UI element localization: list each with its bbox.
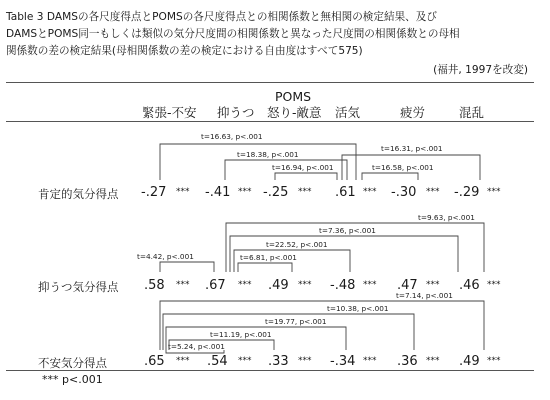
test-r2-depression-confusion: t=9.63, p<.001	[418, 213, 475, 222]
value-r3-depression: .54	[207, 354, 228, 369]
test-r2-tension-depression: t=4.42, p<.001	[137, 252, 194, 261]
value-r2-vigor: -.48	[330, 278, 356, 293]
value-r2-depression: .67	[205, 278, 226, 293]
test-r1-vigor-confusion: t=16.31, p<.001	[381, 144, 443, 153]
column-header-fatigue: 疲労	[400, 105, 426, 120]
column-header-anger-hostility: 怒り-敵意	[267, 105, 322, 120]
sig-r2-vigor: ***	[363, 280, 377, 290]
table-caption-line-3: 関係数の差の検定結果(母相関係数の差の検定における自由度はすべて575)	[6, 45, 363, 57]
sig-r3-anger: ***	[298, 356, 312, 366]
bracket-r1-anger-vigor	[275, 173, 337, 180]
sig-r1-confusion: ***	[487, 187, 501, 197]
sig-r2-fatigue: ***	[426, 280, 440, 290]
bottom-rule	[6, 370, 534, 371]
column-header-vigor: 活気	[335, 105, 361, 120]
test-r1-anger-vigor: t=16.94, p<.001	[272, 163, 334, 172]
test-r1-vigor-fatigue: t=16.58, p<.001	[372, 163, 434, 172]
sig-r3-confusion: ***	[487, 356, 501, 366]
sig-r1-tension: ***	[176, 187, 190, 197]
column-header-tension-anxiety: 緊張-不安	[142, 105, 197, 120]
test-r3-tension-fatigue: t=10.38, p<.001	[327, 304, 389, 313]
test-r3-tension-anger: t=11.19, p<.001	[210, 330, 272, 339]
value-r2-anger: .49	[268, 278, 289, 293]
sig-r2-anger: ***	[298, 280, 312, 290]
test-r3-tension-depression: t=5.24, p<.001	[168, 342, 225, 351]
test-r2-depression-anger: t=6.81, p<.001	[240, 253, 297, 262]
sig-r2-depression: ***	[238, 280, 252, 290]
value-r3-fatigue: .36	[397, 354, 418, 369]
value-r1-anger: -.25	[263, 185, 289, 200]
sig-r3-vigor: ***	[363, 356, 377, 366]
row-label-anxious-mood: 不安気分得点	[38, 356, 107, 370]
sig-r2-tension: ***	[176, 280, 190, 290]
test-r3-tension-vigor: t=19.77, p<.001	[265, 317, 327, 326]
value-r3-vigor: -.34	[330, 354, 356, 369]
row-label-depressed-mood: 抑うつ気分得点	[38, 280, 119, 294]
value-r1-depression: -.41	[205, 185, 231, 200]
bracket-r2-tension-depression	[160, 262, 214, 272]
sig-r1-depression: ***	[238, 187, 252, 197]
test-r2-depression-fatigue: t=7.36, p<.001	[319, 226, 376, 235]
table-caption-line-2: DAMSとPOMS同一もしくは類似の気分尺度間の相関係数と異なった尺度間の相関係数との母相	[6, 28, 460, 40]
sig-r3-depression: ***	[238, 356, 252, 366]
value-r1-fatigue: -.30	[391, 185, 417, 200]
sig-r1-vigor: ***	[363, 187, 377, 197]
poms-group-header: POMS	[275, 89, 312, 104]
test-r1-depression-vigor: t=18.38, p<.001	[237, 150, 299, 159]
value-r3-tension: .65	[144, 354, 165, 369]
table-caption-line-1: Table 3 DAMSの各尺度得点とPOMSの各尺度得点との相関係数と無相関の検定結果、及び	[6, 11, 437, 23]
value-r3-confusion: .49	[459, 354, 480, 369]
value-r2-confusion: .46	[459, 278, 480, 293]
value-r1-confusion: -.29	[454, 185, 480, 200]
column-header-depression: 抑うつ	[217, 105, 255, 120]
test-r3-tension-confusion: t=7.14, p<.001	[396, 291, 453, 300]
bracket-r1-vigor-fatigue	[362, 173, 418, 180]
value-r3-anger: .33	[268, 354, 289, 369]
sig-r3-tension: ***	[176, 356, 190, 366]
value-r1-tension: -.27	[141, 185, 167, 200]
value-r2-tension: .58	[144, 278, 165, 293]
test-r1-tension-vigor: t=16.63, p<.001	[201, 132, 263, 141]
sig-r1-anger: ***	[298, 187, 312, 197]
column-header-confusion: 混乱	[459, 105, 485, 120]
value-r2-fatigue: .47	[397, 278, 418, 293]
sig-r1-fatigue: ***	[426, 187, 440, 197]
sig-r2-confusion: ***	[487, 280, 501, 290]
source-citation: (福井, 1997を改変)	[433, 64, 528, 76]
row-label-positive-mood: 肯定的気分得点	[38, 187, 119, 201]
significance-footnote: *** p<.001	[42, 373, 103, 386]
value-r1-vigor: .61	[335, 185, 356, 200]
bracket-r2-depression-anger	[238, 263, 292, 272]
sig-r3-fatigue: ***	[426, 356, 440, 366]
test-r2-depression-vigor: t=22.52, p<.001	[266, 240, 328, 249]
